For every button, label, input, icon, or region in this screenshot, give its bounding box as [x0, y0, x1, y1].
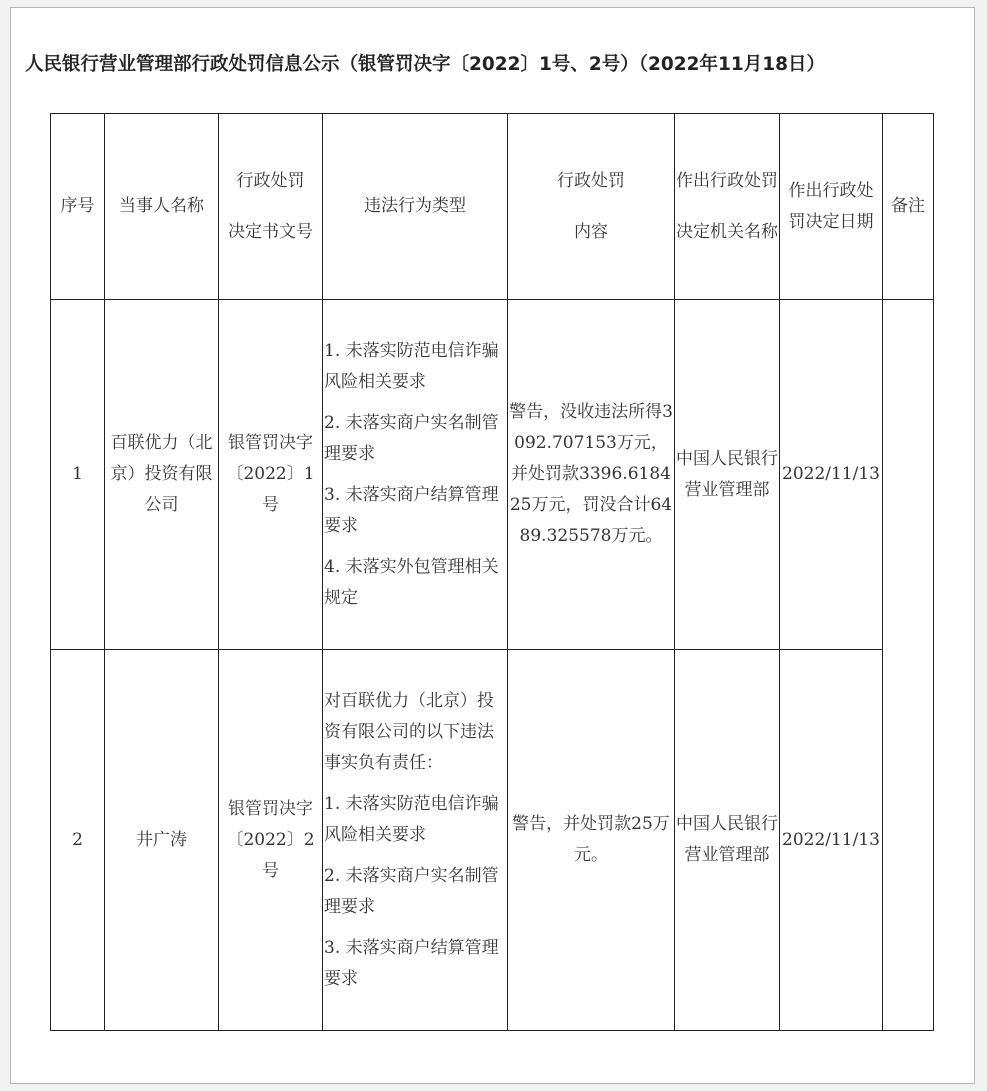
cell-party: 百联优力（北京）投资有限公司 — [105, 300, 219, 650]
cell-decision-no: 银管罚决字〔2022〕1号 — [219, 300, 323, 650]
header-date: 作出行政处罚决定日期 — [780, 114, 883, 300]
table-row — [51, 300, 934, 650]
cell-date: 2022/11/13 — [780, 650, 883, 1031]
header-remark: 备注 — [883, 114, 934, 300]
header-decision-no-line1: 行政处罚 — [236, 170, 305, 191]
violation-item: 2. 未落实商户实名制管理要求 — [324, 865, 499, 917]
header-seq: 序号 — [51, 114, 105, 300]
table-row — [51, 650, 934, 1031]
violation-item: 1. 未落实防范电信诈骗风险相关要求 — [324, 340, 499, 392]
violation-item: 1. 未落实防范电信诈骗风险相关要求 — [324, 793, 499, 845]
violation-item: 2. 未落实商户实名制管理要求 — [324, 412, 499, 464]
penalty-table — [50, 113, 934, 1031]
cell-decision-no: 银管罚决字〔2022〕2号 — [219, 650, 323, 1031]
violation-item: 3. 未落实商户结算管理要求 — [324, 937, 499, 989]
page-title: 人民银行营业管理部行政处罚信息公示（银管罚决字〔2022〕1号、2号）（2022年11月18日） — [25, 54, 825, 75]
violation-intro: 对百联优力（北京）投资有限公司的以下违法事实负有责任： — [324, 690, 494, 773]
cell-seq: 1 — [51, 300, 105, 650]
header-decision-no-line2: 决定书文号 — [228, 221, 313, 242]
header-content-line1: 行政处罚 — [557, 170, 625, 191]
violation-item: 3. 未落实商户结算管理要求 — [324, 484, 499, 536]
header-decision-no — [219, 114, 323, 300]
cell-date: 2022/11/13 — [780, 300, 883, 650]
cell-remark — [883, 300, 934, 1031]
header-violation-type: 违法行为类型 — [323, 114, 508, 300]
cell-violations — [323, 300, 508, 650]
cell-party: 井广涛 — [105, 650, 219, 1031]
cell-seq: 2 — [51, 650, 105, 1031]
cell-content: 警告，没收违法所得3092.707153万元，并处罚款3396.618425万元，罚没合计6489.325578万元。 — [508, 300, 675, 650]
cell-authority: 中国人民银行营业管理部 — [675, 650, 780, 1031]
header-content — [508, 114, 675, 300]
header-authority — [675, 114, 780, 300]
header-content-line2: 内容 — [574, 221, 608, 242]
violation-item: 4. 未落实外包管理相关规定 — [324, 556, 499, 608]
cell-violations — [323, 650, 508, 1031]
header-party: 当事人名称 — [105, 114, 219, 300]
header-authority-line2: 决定机关名称 — [676, 221, 778, 242]
cell-authority: 中国人民银行营业管理部 — [675, 300, 780, 650]
cell-content: 警告，并处罚款25万元。 — [508, 650, 675, 1031]
header-authority-line1: 作出行政处罚 — [676, 170, 778, 191]
table-header-row — [51, 114, 934, 300]
